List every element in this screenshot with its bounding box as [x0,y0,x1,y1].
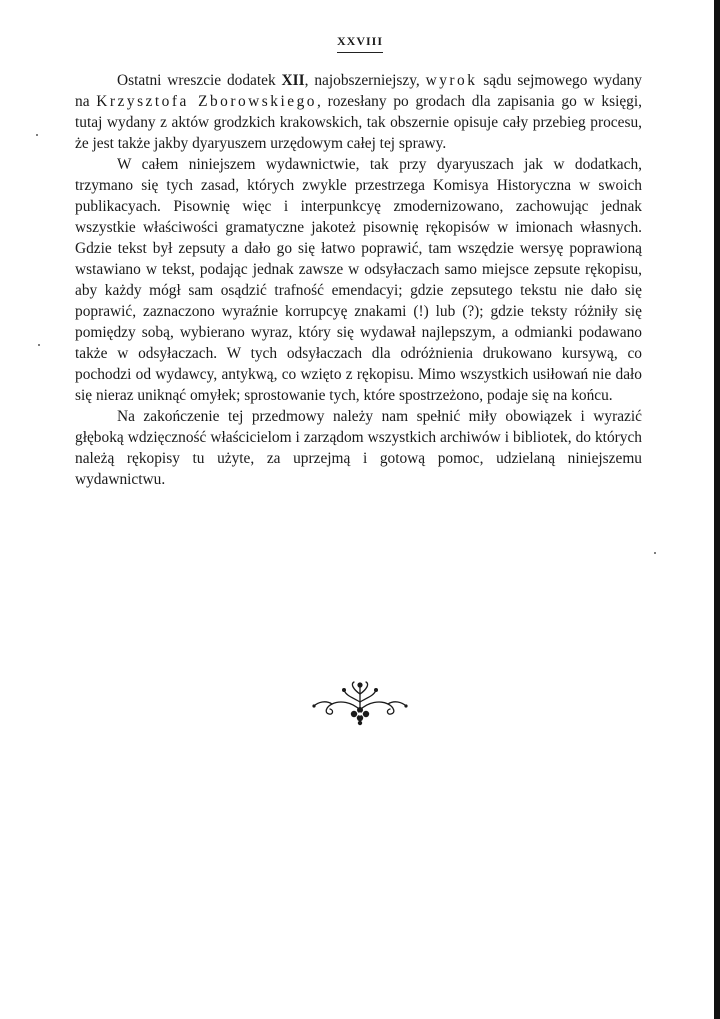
appendix-number: XII [281,72,305,89]
print-speck [36,134,38,136]
floral-tailpiece-icon [310,680,410,728]
paragraph-1-part-3: sądu sejmowego wydany na [75,72,642,110]
paragraph-1 [75,70,642,154]
paragraph-1-part-2: , najobszerniejszy, [304,72,426,89]
preface-text [75,70,642,490]
page-number: XXVIII [337,34,383,53]
spaced-name-zborowski: Krzysztofa Zborowskiego [96,93,317,110]
page-edge [714,0,720,1019]
page-header [0,32,720,53]
paragraph-1-part-4: , rozesłany po grodach dla zapisania go w księgi, tutaj wydany z aktów grodzkich krakowskich, tak obszernie opisuje cały przebieg procesu, że jest także jakby dyaryuszem urzędowym całej tej sprawy. [75,93,643,152]
print-speck [654,552,656,554]
paragraph-3: Na zakończenie tej przedmowy należy nam spełnić miły obowiązek i wyrazić głęboką wdzięczność właścicielom i zarządom wszystkich archiwów i bibliotek, do których należą rękopisy tu użyte, za uprzejmą i gotową pomoc, udzielaną niniejszemu wydawnictwu. [75,408,642,488]
spaced-term-wyrok: wyrok [425,72,478,89]
print-speck [38,344,40,346]
paragraph-1-part-1: Ostatni wreszcie dodatek [117,72,282,89]
paragraph-2: W całem niniejszem wydawnictwie, tak przy dyaryuszach jak w dodatkach, trzymano się tych zasad, których zwykle przestrzega Komisya Historyczna w swoich publikacyach. Pisownię więc i interpunkcyę zmodernizowano, zachowując jednak wszystkie właściwości gramatyczne jakoteż pisownię rękopisów w imionach własnych. Gdzie tekst był zepsuty a dało go się łatwo poprawić, tam wszędzie wersyę poprawioną wstawiano w tekst, podając jednak zawsze w odsyłaczach samo miejsce zepsute rękopisu, aby każdy mógł sam osądzić trafność emendacyi; gdzie zepsutego tekstu nie dało się poprawić, zaznaczono wyraźnie korrupcyę znakami (!) lub (?); gdzie teksty różniły się pomiędzy sobą, wybierano wyraz, który się wydawał najlepszym, a odmianki podawano także w odsyłaczach. W tych odsyłaczach dla odróżnienia drukowano kursywą, co pochodzi od wydawcy, antykwą, co wzięto z rękopisu. Mimo wszystkich usiłowań nie dało się nieraz uniknąć omyłek; sprostowanie tych, które spostrzeżono, podaje się na końcu. [75,156,642,404]
